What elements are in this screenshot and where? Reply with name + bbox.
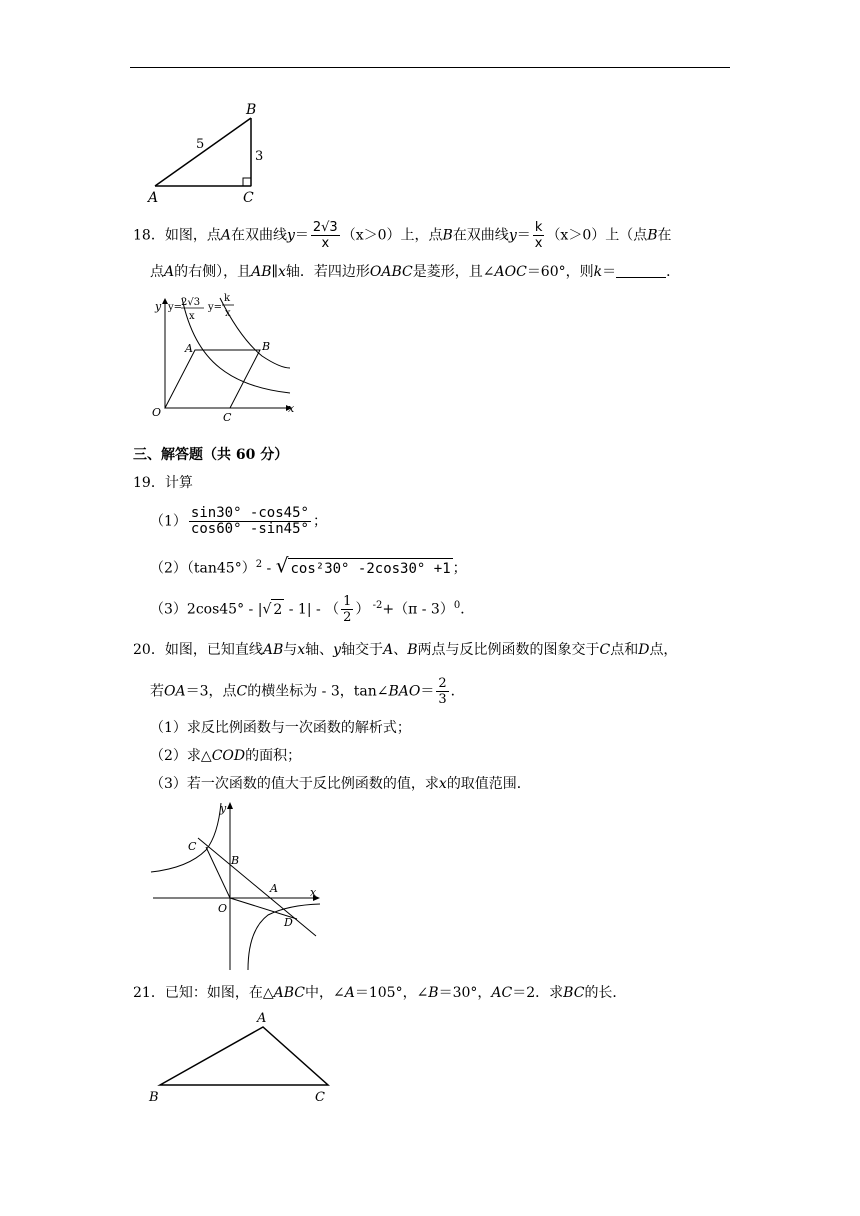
fig18-c: C [223, 411, 232, 424]
fig21-a: A [257, 1011, 267, 1026]
fig18-curve2-num: k [224, 293, 231, 304]
fig18-o: O [152, 406, 162, 419]
q18-number: 18． [133, 227, 165, 244]
q20-sub2: （2）求△COD的面积； [150, 748, 302, 764]
header-rule [130, 67, 730, 68]
fig17-right-triangle [140, 98, 270, 206]
q19-part3: （3）2cos45° - |√ 2 - 1| - （ $\frac{1}{2}$ ） $^{-2}$+（π - 3）$^0$． [150, 594, 475, 625]
fig20-c: C [188, 840, 197, 853]
fig17-label-c: C [243, 190, 254, 206]
fig17-label-a: A [148, 190, 159, 206]
fig20-d: D [284, 916, 293, 929]
q19-title-line: 19．计算 [133, 475, 193, 491]
fig17-side-ab: 5 [196, 137, 205, 152]
fig18-y: y [155, 300, 162, 313]
section3-title: 三、解答题（共 60 分） [133, 447, 289, 463]
fig21-c: C [315, 1090, 325, 1105]
fig20-a: A [270, 882, 278, 895]
q18-frac2: $\frac{k}{x}$ [534, 220, 543, 251]
fig20-b: B [231, 854, 240, 867]
fig18-x: x [288, 402, 295, 415]
fig18-curve1-num: 2√3 [181, 297, 201, 308]
q20-sub3: （3）若一次函数的值大于反比例函数的值，求x的取值范围． [150, 776, 531, 792]
q21-line: 21．已知：如图，在△ABC中，∠A＝105°，∠B＝30°，AC＝2．求BC的长． [133, 985, 627, 1001]
fig20-line-hyperbola [148, 800, 328, 972]
fig18-curve1-den: x [189, 311, 195, 322]
q19-part1: （1） $\frac{\sin 30^\circ -\cos 45^\circ}{\cos 60^\circ -\sin 45^\circ}$ ； [150, 505, 327, 537]
q18-frac1: $\frac{2√3}{x}$ [312, 220, 338, 251]
q20-sub1: （1）求反比例函数与一次函数的解析式； [150, 720, 411, 736]
fig18-b: B [262, 340, 271, 353]
q18-answer-blank [616, 263, 666, 278]
fig20-x: x [310, 886, 317, 899]
q19-part2: $(2)(\tan 45^\circ)^2$ - √ cos²30° -2cos30° +1 ； [150, 553, 467, 578]
fig18-curve1-lhs: y= [168, 302, 183, 313]
fig21-triangle [143, 1005, 343, 1110]
fig18-a: A [185, 342, 193, 355]
q18-line2: 点A的右侧），且AB∥x轴．若四边形OABC是菱形，且∠AOC＝60°，则k＝ ． [150, 264, 681, 280]
q18-line1: 18．如图，点A在双曲线y＝ $\frac{2√3}{x}$ （x＞0）上，点B在双曲线y＝ $\frac{k}{x}$ （x＞0）上（点B在 [133, 220, 672, 251]
fig21-b: B [149, 1090, 159, 1105]
q20-line2: 若OA＝3，点C的横坐标为 - 3，tan∠BAO＝ $\frac{2}{3}$ ． [150, 676, 465, 707]
q20-line1: 20．如图，已知直线AB与x轴、y轴交于A、B两点与反比例函数的图象交于C点和D点， [133, 642, 678, 658]
fig18-curve2-lhs: y= [208, 302, 223, 313]
fig20-o: O [218, 902, 228, 915]
fig17-label-b: B [246, 102, 257, 118]
fig20-y: y [220, 802, 227, 815]
fig17-side-bc: 3 [255, 149, 264, 164]
fig18-curve2-den: x [225, 308, 231, 319]
fig18-rhombus-hyperbola [150, 288, 300, 428]
